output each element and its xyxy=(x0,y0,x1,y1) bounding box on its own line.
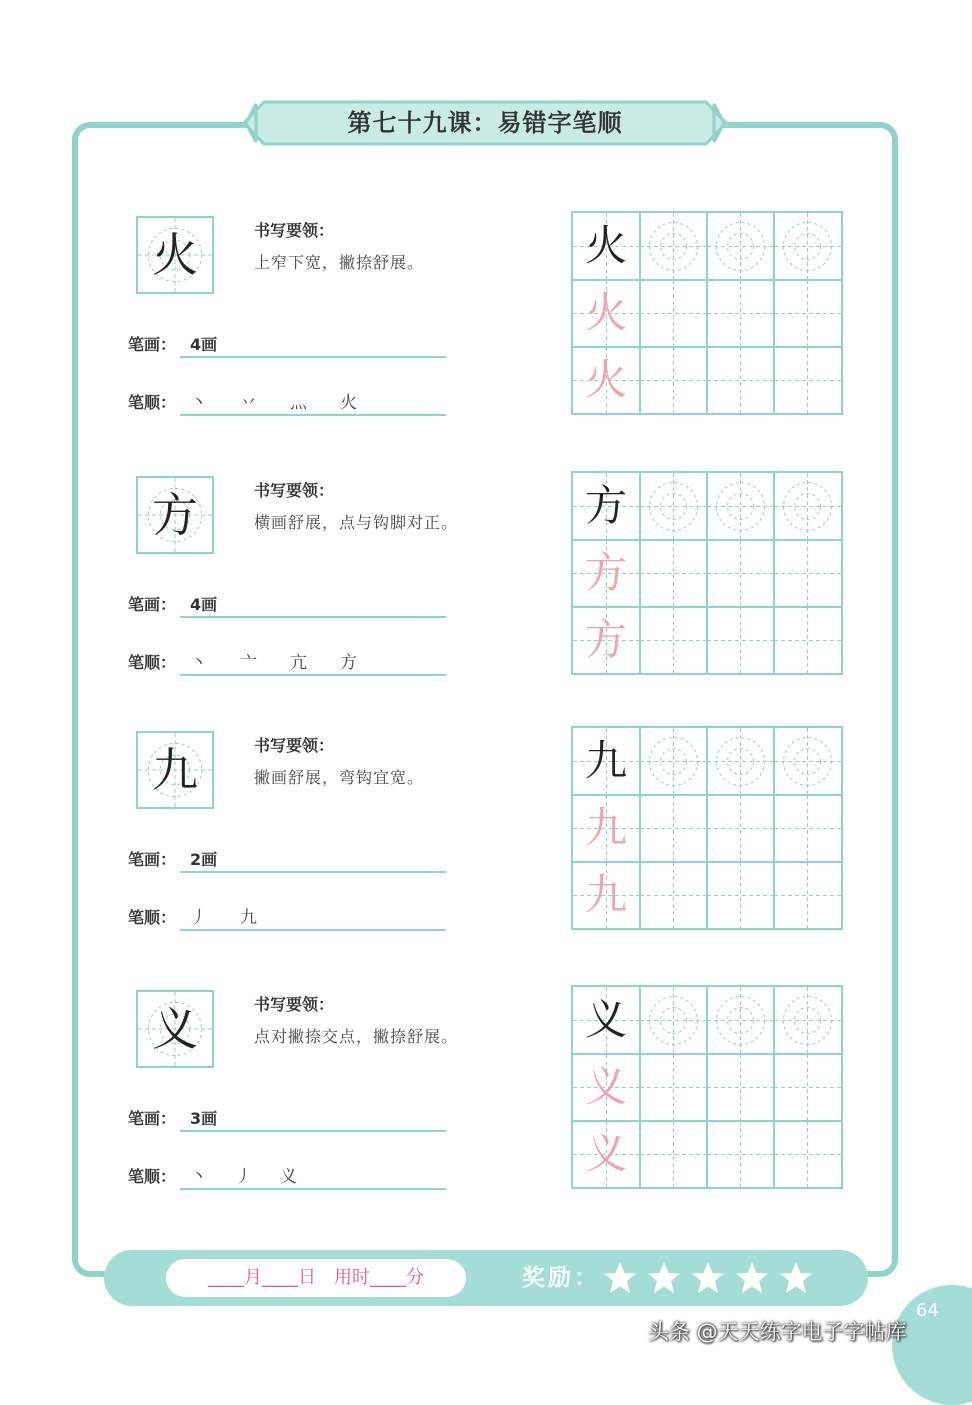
stroke-order-step: 亢 xyxy=(290,653,307,673)
stroke-count-label: 笔画： xyxy=(128,595,177,614)
date-time-field[interactable]: ____月____日 用时____分 xyxy=(166,1259,466,1297)
stroke-order-row xyxy=(128,648,448,678)
grid-model-char: 火 xyxy=(584,221,627,270)
footer-bar xyxy=(104,1250,868,1306)
stroke-count-row xyxy=(128,330,448,360)
stroke-order-step: 丿 xyxy=(235,1167,252,1187)
writing-tip-label: 书写要领： xyxy=(254,481,335,500)
reward-star-icon[interactable] xyxy=(778,1260,814,1296)
stroke-order-row xyxy=(128,903,448,933)
stroke-order-step: 火 xyxy=(340,393,357,413)
stroke-order-step: 丶 xyxy=(190,1167,207,1187)
stroke-count-row xyxy=(128,1104,448,1134)
writing-tip-text: 横画舒展，点与钩脚对正。 xyxy=(254,513,459,532)
stroke-count-value: 3画 xyxy=(190,1109,218,1128)
practice-grid[interactable] xyxy=(571,471,843,675)
underline xyxy=(180,674,446,676)
model-char-box xyxy=(136,216,214,294)
lesson-section xyxy=(0,731,972,951)
underline xyxy=(180,414,446,416)
stroke-count-value: 2画 xyxy=(190,850,218,869)
stroke-order-step: 灬 xyxy=(290,393,307,413)
model-char-box xyxy=(136,476,214,554)
stroke-order-label: 笔顺： xyxy=(128,908,177,927)
writing-tip-text: 撇画舒展，弯钩宜宽。 xyxy=(254,768,425,787)
writing-tip-label: 书写要领： xyxy=(254,995,335,1014)
model-char: 火 xyxy=(152,228,198,282)
stroke-order-step: 丶 xyxy=(190,653,207,673)
lesson-section xyxy=(0,216,972,436)
stroke-count-value: 4画 xyxy=(190,335,218,354)
grid-trace-char: 火 xyxy=(584,355,627,404)
stroke-count-label: 笔画： xyxy=(128,335,177,354)
reward-star-icon[interactable] xyxy=(690,1260,726,1296)
stroke-order-label: 笔顺： xyxy=(128,393,177,412)
stroke-order-row xyxy=(128,1162,448,1192)
grid-trace-char: 方 xyxy=(584,548,627,597)
underline xyxy=(180,929,446,931)
model-char-box xyxy=(136,990,214,1068)
stroke-count-label: 笔画： xyxy=(128,850,177,869)
stroke-order-step: 义 xyxy=(280,1167,297,1187)
stroke-order-row xyxy=(128,388,448,418)
model-char: 义 xyxy=(152,1002,198,1056)
lesson-title-banner xyxy=(242,100,728,146)
reward-star-icon[interactable] xyxy=(602,1260,638,1296)
stroke-order-step: 方 xyxy=(340,653,357,673)
writing-tip-text: 点对撇捺交点，撇捺舒展。 xyxy=(254,1027,459,1046)
grid-trace-char: 义 xyxy=(584,1062,627,1111)
model-char: 方 xyxy=(152,488,198,542)
lesson-title: 第七十九课：易错字笔顺 xyxy=(347,109,623,137)
grid-trace-char: 义 xyxy=(584,1129,627,1178)
reward-label: 奖励： xyxy=(522,1265,600,1291)
stroke-order-step: 丷 xyxy=(240,393,257,413)
lesson-section xyxy=(0,990,972,1210)
watermark: 头条 @天天练字电子字帖库 xyxy=(648,1320,907,1344)
lesson-section xyxy=(0,476,972,696)
practice-grid[interactable] xyxy=(571,985,843,1189)
practice-grid[interactable] xyxy=(571,211,843,415)
practice-grid[interactable] xyxy=(571,726,843,930)
page-number: 64 xyxy=(916,1300,939,1321)
stroke-order-step: 丿 xyxy=(190,908,207,928)
model-char: 九 xyxy=(152,743,198,797)
grid-model-char: 义 xyxy=(584,995,627,1044)
stroke-order-label: 笔顺： xyxy=(128,1167,177,1186)
stroke-count-row xyxy=(128,845,448,875)
reward-star-icon[interactable] xyxy=(646,1260,682,1296)
underline xyxy=(180,1188,446,1190)
grid-model-char: 方 xyxy=(584,481,627,530)
stroke-order-label: 笔顺： xyxy=(128,653,177,672)
grid-trace-char: 方 xyxy=(584,615,627,664)
stroke-count-label: 笔画： xyxy=(128,1109,177,1128)
grid-trace-char: 九 xyxy=(584,803,627,852)
grid-trace-char: 九 xyxy=(584,870,627,919)
writing-tip-text: 上窄下宽，撇捺舒展。 xyxy=(254,253,425,272)
reward-star-icon[interactable] xyxy=(734,1260,770,1296)
underline xyxy=(180,1130,446,1132)
stroke-order-step: 丶 xyxy=(190,393,207,413)
underline xyxy=(180,871,446,873)
grid-trace-char: 火 xyxy=(584,288,627,337)
writing-tip-label: 书写要领： xyxy=(254,736,335,755)
stroke-count-row xyxy=(128,590,448,620)
underline xyxy=(180,356,446,358)
stroke-count-value: 4画 xyxy=(190,595,218,614)
grid-model-char: 九 xyxy=(584,736,627,785)
writing-tip-label: 书写要领： xyxy=(254,221,335,240)
stroke-order-step: 亠 xyxy=(240,653,257,673)
model-char-box xyxy=(136,731,214,809)
underline xyxy=(180,616,446,618)
stroke-order-step: 九 xyxy=(240,908,257,928)
